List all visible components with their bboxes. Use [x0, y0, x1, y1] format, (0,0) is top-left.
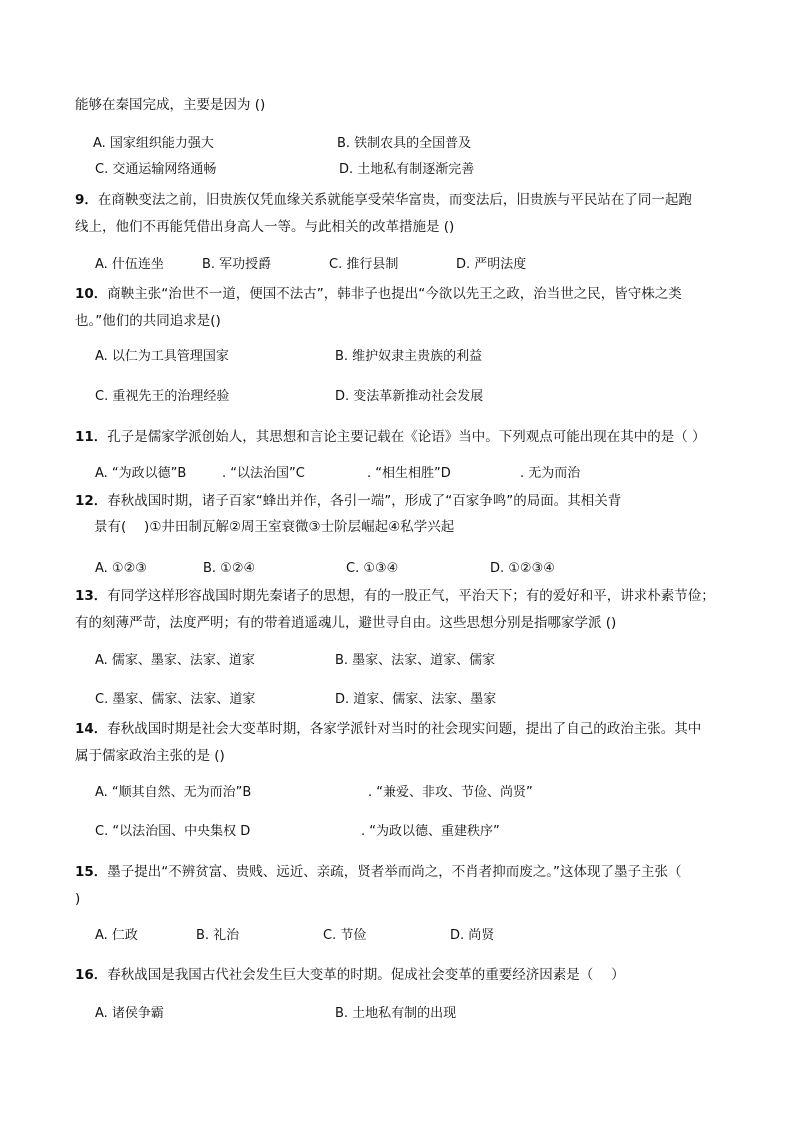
- question-number: 10．: [75, 286, 108, 302]
- q12-option-c: C. ①③④: [346, 561, 399, 576]
- question-number: 15．: [75, 864, 108, 880]
- q14-option-b: . “兼爱、非攻、节俭、尚贤”: [368, 785, 533, 800]
- question-14-line-2: 属于儒家政治主张的是 (): [75, 748, 225, 764]
- q16-option-a: A. 诸侯争霸: [95, 1006, 164, 1021]
- q15-option-b: B. 礼治: [196, 928, 240, 943]
- question-8-tail: 能够在秦国完成，主要是因为 (): [75, 97, 266, 113]
- question-9: [75, 190, 692, 210]
- question-9-line-2: 线上，他们不再能凭借出身高人一等。与此相关的改革措施是 (): [75, 219, 455, 235]
- q8-option-b: B. 铁制农具的全国普及: [337, 136, 472, 151]
- question-text: 春秋战国时期是社会大变革时期，各家学派针对当时的社会现实问题，提出了自己的政治主张。其中: [107, 721, 702, 737]
- question-10-line-2: 也。”他们的共同追求是(): [75, 313, 221, 329]
- q12-option-b: B. ①②④: [203, 561, 256, 576]
- q14-option-d: . “为政以德、重建秩序”: [361, 824, 500, 839]
- q15-option-d: D. 尚贤: [450, 928, 495, 943]
- q10-option-a: A. 以仁为工具管理国家: [95, 349, 229, 364]
- question-13-line-2: 有的刻薄严苛，法度严明；有的带着逍遥魂儿，避世寻自由。这些思想分别是指哪家学派 (): [75, 615, 617, 631]
- q13-option-d: D. 道家、儒家、法家、墨家: [335, 692, 497, 707]
- q9-option-a: A. 什伍连坐: [95, 257, 164, 272]
- q9-option-d: D. 严明法度: [456, 257, 527, 272]
- question-12: [75, 491, 621, 511]
- q13-option-a: A. 儒家、墨家、法家、道家: [95, 653, 255, 668]
- question-number: 13．: [75, 588, 108, 604]
- q15-option-c: C. 节俭: [323, 928, 367, 943]
- question-number: 12．: [75, 493, 108, 509]
- q10-option-c: C. 重视先王的治理经验: [95, 389, 230, 404]
- q11-option-a: A. “为政以德”B: [95, 466, 187, 481]
- q10-option-d: D. 变法革新推动社会发展: [335, 389, 484, 404]
- question-15-line-2: ): [75, 891, 81, 907]
- q12-option-d: D. ①②③④: [490, 561, 555, 576]
- question-text: 墨子提出“不辨贫富、贵贱、远近、亲疏，贤者举而尚之，不肖者抑而废之。”这体现了墨子主张（: [107, 864, 682, 880]
- question-text: 有同学这样形容战国时期先秦诸子的思想，有的一股正气，平治天下；有的爱好和平，讲求朴素节俭；: [107, 588, 715, 604]
- q8-option-d: D. 土地私有制逐渐完善: [339, 162, 475, 177]
- q8-option-a: A. 国家组织能力强大: [93, 136, 214, 151]
- question-11: [75, 427, 706, 447]
- q11-option-c: . “相生相胜”D: [367, 466, 451, 481]
- q13-option-c: C. 墨家、儒家、法家、道家: [95, 692, 256, 707]
- q13-option-b: B. 墨家、法家、道家、儒家: [335, 653, 496, 668]
- q12-option-a: A. ①②③: [95, 561, 147, 576]
- question-14: [75, 719, 701, 739]
- question-text: 在商鞅变法之前，旧贵族仅凭血缘关系就能享受荣华富贵，而变法后，旧贵族与平民站在了同一起跑: [97, 192, 692, 208]
- q9-option-b: B. 军功授爵: [202, 257, 272, 272]
- question-10: [75, 284, 682, 304]
- question-15: [75, 862, 682, 882]
- question-number: 14．: [75, 721, 108, 737]
- question-text: 春秋战国时期，诸子百家“蜂出并作，各引一端”，形成了“百家争鸣”的局面。其相关背: [107, 493, 622, 509]
- q14-option-a: A. “顺其自然、无为而治”B: [95, 785, 252, 800]
- question-13: [75, 586, 715, 606]
- question-text: 春秋战国是我国古代社会发生巨大变革的时期。促成社会变革的重要经济因素是（ ）: [107, 967, 625, 983]
- q10-option-b: B. 维护奴隶主贵族的利益: [335, 349, 483, 364]
- q16-option-b: B. 土地私有制的出现: [335, 1006, 457, 1021]
- question-text: 商鞅主张“治世不一道，便国不法古”，韩非子也提出“今欲以先王之政，治当世之民，皆守株之类: [107, 286, 682, 302]
- q8-option-c: C. 交通运输网络通畅: [95, 162, 217, 177]
- question-text: 孔子是儒家学派创始人，其思想和言论主要记载在《论语》当中。下列观点可能出现在其中的是（ ）: [107, 429, 706, 445]
- q11-option-b: . “以法治国”C: [222, 466, 305, 481]
- q14-option-c: C. “以法治国、中央集权 D: [95, 824, 251, 839]
- q11-option-d: . 无为而治: [520, 466, 581, 481]
- q15-option-a: A. 仁政: [95, 928, 138, 943]
- question-number: 9．: [75, 192, 98, 208]
- question-number: 16．: [75, 967, 108, 983]
- question-12-line-2: 景有( )①井田制瓦解②周王室衰微③士阶层崛起④私学兴起: [94, 519, 455, 535]
- q9-option-c: C. 推行县制: [329, 257, 399, 272]
- question-16: [75, 965, 625, 985]
- question-number: 11．: [75, 429, 108, 445]
